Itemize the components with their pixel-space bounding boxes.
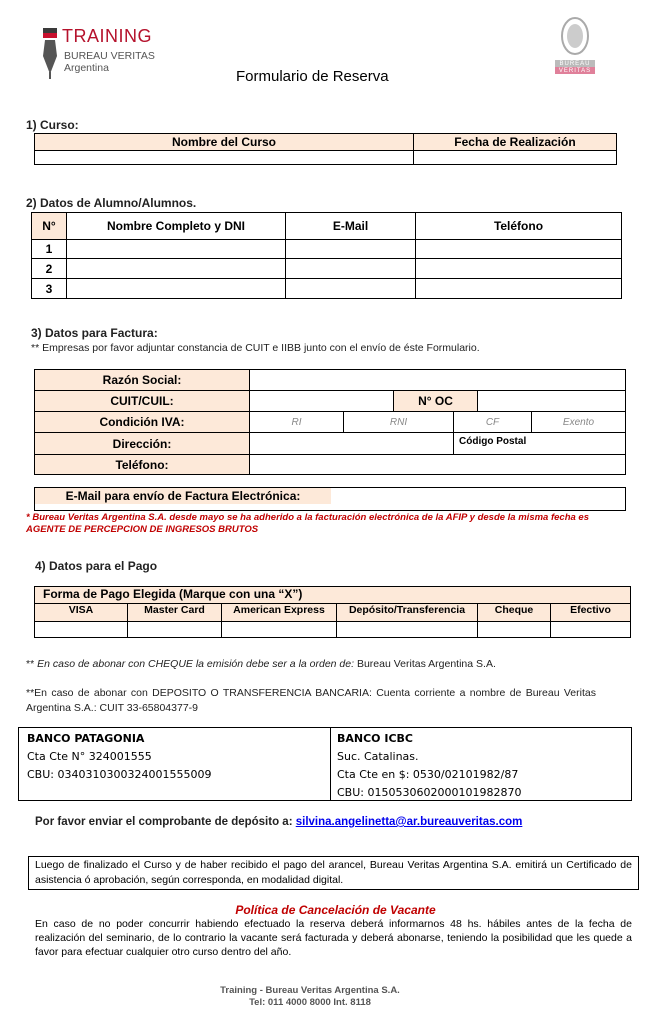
col-nombre-dni: Nombre Completo y DNI xyxy=(66,213,285,239)
direccion-input[interactable] xyxy=(249,432,454,455)
training-logo xyxy=(40,26,160,82)
iva-option-rni[interactable]: RNI xyxy=(343,411,453,432)
iva-option-cf[interactable]: CF xyxy=(453,411,531,432)
pago-title: Forma de Pago Elegida (Marque con una “X”) xyxy=(35,587,630,603)
row-number: 1 xyxy=(32,239,66,258)
politica-title: Política de Cancelación de Vacante xyxy=(235,903,436,917)
logo-training-text: TRAINING xyxy=(62,26,153,46)
iva-option-exento[interactable]: Exento xyxy=(531,411,625,432)
section-factura-label: 3) Datos para Factura: xyxy=(31,326,158,340)
row-number: 3 xyxy=(32,278,66,298)
alumno-email-input[interactable] xyxy=(285,239,416,259)
bancos-divider xyxy=(330,728,331,800)
pago-option-checkbox[interactable] xyxy=(221,621,337,638)
banco-line: Cta Cte N° 324001555 xyxy=(27,750,152,763)
col-numero: N° xyxy=(32,213,66,239)
cheque-note-suffix: Bureau Veritas Argentina S.A. xyxy=(354,658,496,670)
cheque-note xyxy=(26,658,496,670)
deposit-note: **En caso de abonar con DEPOSITO O TRANSFERENCIA BANCARIA: Cuenta corriente a nombre de Bureau Veritas Argentina S.A.: CUIT 33-65804377-9 xyxy=(26,687,596,714)
section-curso-label: 1) Curso: xyxy=(26,118,79,132)
comprobante-line xyxy=(35,816,522,828)
banco-line: CBU: 0150530602000101982870 xyxy=(337,786,522,799)
banco-line: Suc. Catalinas. xyxy=(337,750,419,763)
pago-option-checkbox[interactable] xyxy=(336,621,478,638)
afip-warning: * Bureau Veritas Argentina S.A. desde mayo se ha adherido a la facturación electrónica de la AFIP y desde la misma fecha es AGENTE DE PERCEPCION DE INGRESOS BRUTOS xyxy=(26,512,589,535)
condicion-iva-label: Condición IVA: xyxy=(35,411,249,432)
telefono-label: Teléfono: xyxy=(35,454,249,474)
razon-social-label: Razón Social: xyxy=(35,370,249,390)
alumno-email-input[interactable] xyxy=(285,258,416,279)
noc-input[interactable] xyxy=(477,390,626,412)
politica-body: En caso de no poder concurrir habiendo efectuado la reserva deberá informarnos 48 hs. hábiles antes de la fecha de realización del seminario, de lo contrario la vacante será facturada y deberá abonarse, teniendo la posibilidad que les quede a favor para efectuar cualquier otro curso dentro del año. xyxy=(35,918,632,958)
banco-line: CBU: 0340310300324001555009 xyxy=(27,768,212,781)
certificado-box: Luego de finalizado el Curso y de haber recibido el pago del arancel, Bureau Veritas Argentina S.A. emitirá un Certificado de asistencia ó aprobación, según corresponda, en modalidad digital. xyxy=(28,856,639,890)
col-email: E-Mail xyxy=(285,213,415,239)
banco-name: BANCO ICBC xyxy=(337,732,413,745)
pago-option-label: Depósito/Transferencia xyxy=(336,603,477,621)
cuit-input[interactable] xyxy=(249,390,394,412)
pago-option-label: Efectivo xyxy=(550,603,630,621)
alumno-nombre-input[interactable] xyxy=(66,239,286,259)
factura-table xyxy=(34,369,626,475)
bv-logo-top: BUREAU xyxy=(555,60,595,67)
logo-bureau-veritas-text: BUREAU VERITAS xyxy=(64,50,155,62)
direccion-label: Dirección: xyxy=(35,432,249,454)
factura-note: ** Empresas por favor adjuntar constancia de CUIT e IIBB junto con el envío de éste Formulario. xyxy=(31,342,480,354)
comprobante-text: Por favor enviar el comprobante de depósito a: xyxy=(35,816,296,828)
pago-option-label: Master Card xyxy=(127,603,221,621)
razon-social-input[interactable] xyxy=(249,370,626,390)
email-factura-label: E-Mail para envío de Factura Electrónica: xyxy=(35,488,331,504)
bv-logo-bottom: VERITAS xyxy=(555,67,595,74)
email-factura-input[interactable] xyxy=(331,488,625,510)
logo-argentina-text: Argentina xyxy=(64,62,109,74)
col-fecha: Fecha de Realización xyxy=(413,134,616,150)
bureau-veritas-logo xyxy=(553,16,597,76)
cheque-note-prefix: ** xyxy=(26,658,38,670)
alumno-nombre-input[interactable] xyxy=(66,258,286,279)
curso-nombre-input[interactable] xyxy=(35,150,413,165)
footer-line2: Tel: 011 4000 8000 Int. 8118 xyxy=(249,997,371,1008)
section-alumnos-label: 2) Datos de Alumno/Alumnos. xyxy=(26,196,197,210)
banco-patagonia xyxy=(27,730,211,784)
pago-option-label: American Express xyxy=(221,603,336,621)
banco-line: Cta Cte en $: 0530/02101982/87 xyxy=(337,768,519,781)
row-number: 2 xyxy=(32,258,66,278)
alumno-telefono-input[interactable] xyxy=(415,258,622,279)
banco-name: BANCO PATAGONIA xyxy=(27,732,145,745)
cuit-label: CUIT/CUIL: xyxy=(35,390,249,411)
section-pago-label: 4) Datos para el Pago xyxy=(35,559,158,573)
page-title: Formulario de Reserva xyxy=(236,68,389,85)
codigo-postal-field[interactable]: Código Postal xyxy=(453,432,625,454)
footer-line1: Training - Bureau Veritas Argentina S.A. xyxy=(220,985,400,996)
iva-option-ri[interactable]: RI xyxy=(249,411,343,432)
curso-table xyxy=(34,133,617,165)
alumno-telefono-input[interactable] xyxy=(415,239,622,259)
alumnos-table xyxy=(31,212,622,299)
alumno-nombre-input[interactable] xyxy=(66,278,286,299)
bv-seal-icon xyxy=(553,16,597,56)
pago-option-label: VISA xyxy=(35,603,127,621)
pago-option-checkbox[interactable] xyxy=(550,621,631,638)
pago-option-checkbox[interactable] xyxy=(477,621,551,638)
alumno-email-input[interactable] xyxy=(285,278,416,299)
banco-icbc xyxy=(337,730,521,802)
cheque-note-italic: En caso de abonar con CHEQUE la emisión debe ser a la orden de: xyxy=(37,658,355,670)
pago-table xyxy=(34,586,631,638)
fountain-pen-icon xyxy=(40,26,60,80)
col-nombre-curso: Nombre del Curso xyxy=(35,134,413,150)
col-telefono: Teléfono xyxy=(415,213,621,239)
pago-option-label: Cheque xyxy=(477,603,550,621)
curso-fecha-input[interactable] xyxy=(413,150,617,165)
telefono-input[interactable] xyxy=(249,454,626,475)
email-factura-row xyxy=(34,487,626,511)
alumno-telefono-input[interactable] xyxy=(415,278,622,299)
noc-label: N° OC xyxy=(393,390,477,411)
bancos-box xyxy=(18,727,632,801)
pago-option-checkbox[interactable] xyxy=(35,621,127,638)
comprobante-email-link[interactable]: silvina.angelinetta@ar.bureauveritas.com xyxy=(295,816,523,828)
pago-option-checkbox[interactable] xyxy=(127,621,222,638)
